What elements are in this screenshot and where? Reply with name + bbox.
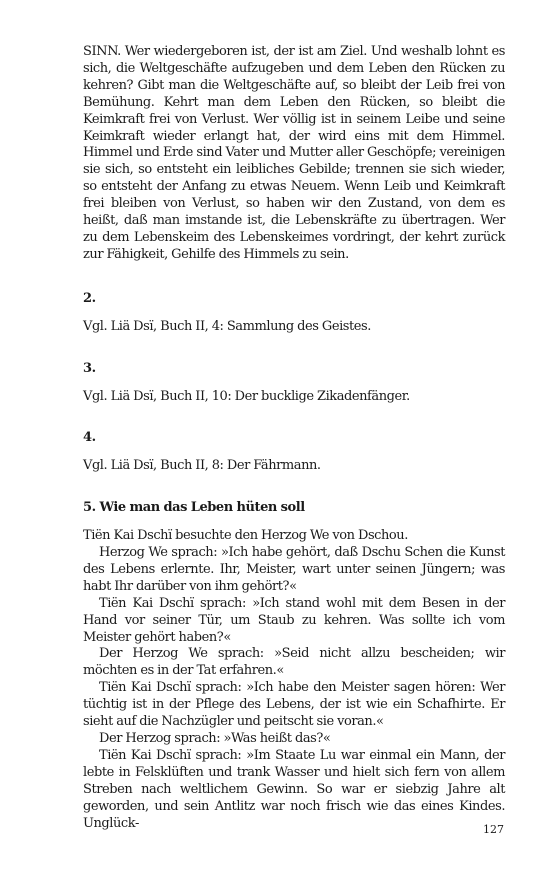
chapter-paragraph: Tiën Kai Dschï sprach: »Im Staate Lu war einmal ein Mann, der lebte in Felsklüften und trank Wasser und hielt sich fern von allem Streben nach weltlichem Gewinn. So war er siebzig Jahre alt geworden, und sein Antlitz war noch frisch wie das eines Kindes. Unglück- — [83, 747, 505, 831]
chapter-paragraph: Der Herzog sprach: »Was heißt das?« — [99, 731, 331, 746]
intro-paragraph: SINN. Wer wiedergeboren ist, der ist am Ziel. Und weshalb lohnt es sich, die Weltgeschäfte aufzugeben und dem Leben den Rücken zu kehren? Gibt man die Weltgeschäfte auf, so bleibt der Leib frei von Bemühung. Kehrt man dem Leben den Rücken, so bleibt die Keimkraft frei von Verlust. Wer völlig ist in seinem Leibe und seine Keimkraft wieder erlangt hat, der wird eins mit dem Himmel. Himmel und Erde sind Vater und Mutter aller Geschöpfe; vereinigen sie sich, so entsteht ein leibliches Gebilde; trennen sie sich wieder, so entsteht der Anfang zu etwas Neuem. Wenn Leib und Keimkraft frei bleiben von Verlust, so haben wir den Zustand, von dem es heißt, daß man imstande ist, die Lebenskräfte zu übertragen. Wer zu dem Lebenskeim des Lebenskeimes vordringt, der kehrt zurück zur Fähigkeit, Gehilfe des Himmels zu sein. — [83, 44, 505, 262]
chapter-title: 5. Wie man das Leben hüten soll — [83, 500, 305, 516]
chapter-paragraph: Herzog We sprach: »Ich habe gehört, daß Dschu Schen die Kunst des Lebens erlernte. Ihr, Meister, wart unter seinen Jüngern; was habt Ihr darüber von ihm gehört?« — [83, 545, 505, 594]
chapter-paragraph: Tiën Kai Dschï sprach: »Ich stand wohl mit dem Besen in der Hand vor seiner Tür, um Staub zu kehren. Was sollte ich vom Meister gehört haben?« — [83, 595, 505, 645]
section-number-4: 4. — [83, 430, 96, 446]
chapter-paragraph: Der Herzog We sprach: »Seid nicht allzu bescheiden; wir möchten es in der Tat erfahren.« — [83, 646, 505, 679]
section-number-2: 2. — [83, 290, 96, 306]
section-text-2: Vgl. Liä Dsï, Buch II, 4: Sammlung des Geistes. — [83, 318, 371, 334]
page-body — [83, 44, 505, 832]
chapter-paragraph: Tiën Kai Dschï besuchte den Herzog We von Dschou. — [83, 528, 408, 544]
chapter-paragraph: Tiën Kai Dschï sprach: »Ich habe den Meister sagen hören: Wer tüchtig ist in der Pflege des Lebens, der ist wie ein Schafhirte. Er sieht auf die Nachzügler und peitscht sie voran.« — [83, 680, 505, 730]
section-number-3: 3. — [83, 360, 96, 376]
section-text-3: Vgl. Liä Dsï, Buch II, 10: Der bucklige Zikadenfänger. — [83, 388, 410, 404]
page-number: 127 — [483, 823, 504, 836]
section-text-4: Vgl. Liä Dsï, Buch II, 8: Der Fährmann. — [83, 458, 321, 474]
